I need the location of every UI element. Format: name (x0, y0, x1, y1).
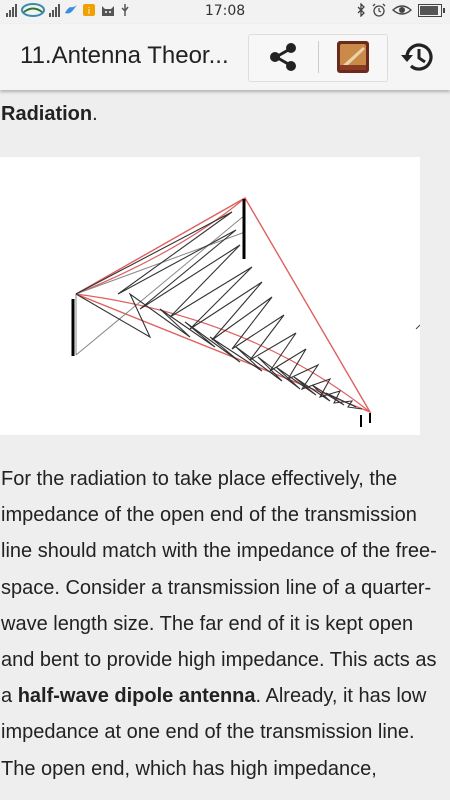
article-content[interactable] (0, 90, 450, 800)
status-time: 17:08 (204, 3, 246, 19)
antenna-figure (0, 157, 420, 435)
svg-text:i: i (87, 7, 91, 17)
heading-bold-word: Radiation (1, 103, 93, 125)
heading-suffix: . (92, 103, 98, 125)
page-title: 11.Antenna Theor... (20, 42, 229, 69)
share-button[interactable] (261, 36, 305, 78)
status-bar (0, 0, 450, 24)
section-heading (0, 96, 98, 132)
paragraph-bold-term: half-wave dipole antenna (17, 685, 256, 708)
notes-button[interactable] (331, 36, 375, 78)
history-button[interactable] (396, 36, 440, 78)
paragraph-text-1: For the radiation to take place effectively, the impedance of the open end of the transmission line should match with the impedance of the free-space. Consider a transmission line of a quarter-wave length size. The far end of it is kept open and bent to provide high impedance. This acts as a (1, 468, 437, 708)
toolbar-divider (318, 41, 319, 73)
status-right-icons (356, 3, 442, 17)
bluetooth-icon (356, 3, 366, 17)
body-paragraph (0, 461, 441, 787)
paragraph-text-2: . Already, it has low impedance at one end of the transmission line. The open end, which has high impedance, (1, 685, 427, 780)
eye-icon (392, 3, 412, 17)
share-icon (266, 40, 300, 74)
half-wave-dipole-diagram (0, 157, 420, 435)
alarm-icon (372, 3, 386, 17)
history-icon (398, 37, 438, 77)
notes-book-icon (335, 39, 371, 75)
app-bar (0, 24, 450, 90)
battery-charging-icon (418, 4, 442, 17)
